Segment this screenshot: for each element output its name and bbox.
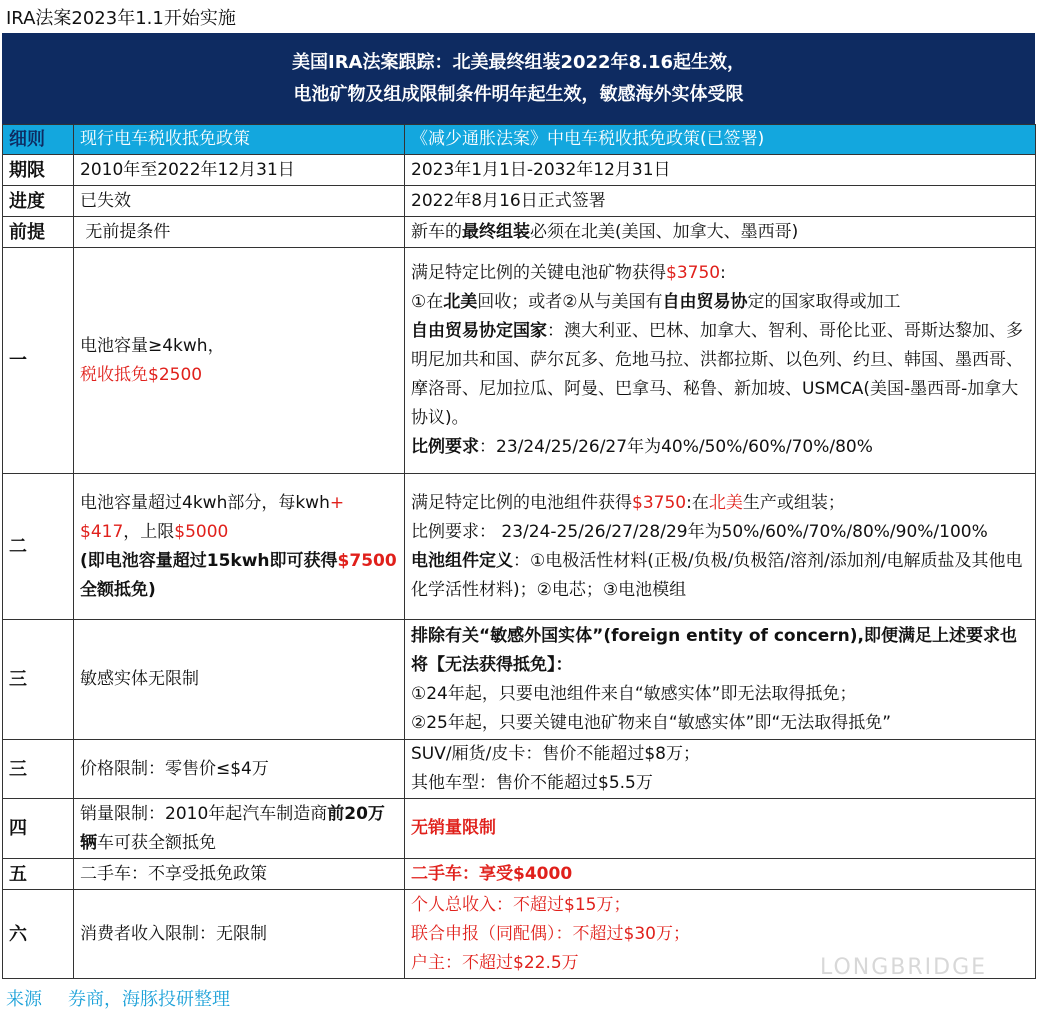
text-span: :在: [686, 492, 709, 513]
banner-line-2: 电池矿物及组成限制条件明年起生效，敏感海外实体受限: [293, 83, 744, 105]
cell-new: [405, 217, 1036, 248]
page-title: IRA法案2023年1.1开始实施: [6, 8, 236, 29]
text-span: (即电池容量超过15kwh即可获得: [80, 550, 338, 571]
text-span-red: + $417: [80, 492, 345, 542]
table-row: [3, 799, 1036, 859]
text-span: 必须在北美(美国、加拿大、墨西哥): [530, 221, 799, 242]
text-line-bold: 排除有关“敏感外国实体”(foreign entity of concern),即便满足上述要求也将【无法获得抵免】：: [411, 625, 1018, 675]
text-span-red: $3750: [632, 492, 687, 513]
header-col-new: 《减少通胀法案》中电车税收抵免政策(已签署): [405, 125, 1036, 155]
cell-current: 二手车：不享受抵免政策: [74, 859, 405, 890]
text-span: 生产或组装；: [742, 492, 845, 513]
table-row: [3, 740, 1036, 799]
text-line: [80, 489, 398, 547]
text-line: SUV/厢货/皮卡：售价不能超过$8万；: [411, 744, 700, 764]
cell-current: 消费者收入限制：无限制: [74, 890, 405, 979]
cell-new: 无销量限制: [405, 799, 1036, 859]
text-span: ：澳大利亚、巴林、加拿大、智利、哥伦比亚、哥斯达黎加、多明尼加共和国、萨尔瓦多、危地马拉、洪都拉斯、以色列、约旦、韩国、墨西哥、摩洛哥、尼加拉瓜、阿曼、巴拿马、秘鲁、新加坡、USMCA(美国-墨西哥-加拿大协议)。: [411, 321, 1023, 428]
text-span: ①在: [411, 292, 444, 312]
table-header: [3, 125, 1036, 155]
cell-current: 价格限制：零售价≤$4万: [74, 740, 405, 799]
text-line: 电池容量≥4kwh，: [80, 335, 225, 356]
text-span: ，上限: [123, 521, 175, 542]
text-line: ①24年起，只要电池组件来自“敏感实体”即无法取得抵免；: [411, 683, 857, 704]
text-span: 全额抵免): [80, 579, 156, 600]
title-banner: [2, 33, 1035, 124]
cell-new: 二手车：享受$4000: [405, 859, 1036, 890]
text-line: [411, 433, 1029, 462]
text-line: 户主：不超过$22.5万: [411, 952, 579, 973]
text-span: 销量限制：2010年起汽车制造商: [80, 803, 328, 824]
table-row: [3, 474, 1036, 620]
row-label: 前提: [3, 217, 74, 248]
text-span-bold: 自由贸易协: [662, 292, 748, 312]
text-line: 联合申报（同配偶）：不超过$30万；: [411, 923, 690, 944]
policy-table: [2, 124, 1036, 979]
table-row: [3, 186, 1036, 217]
text-line-red: 税收抵免$2500: [80, 364, 203, 385]
cell-current: 已失效: [74, 186, 405, 217]
text-span: 新车的: [411, 221, 462, 242]
text-line: [411, 288, 1029, 317]
text-span: ：23/24/25/26/27年为40%/50%/60%/70%/80%: [479, 437, 873, 457]
cell-new: 2022年8月16日正式签署: [405, 186, 1036, 217]
cell-new: [405, 474, 1036, 620]
text-line: 比例要求： 23/24-25/26/27/28/29年为50%/60%/70%/80%/90%/100%: [411, 521, 988, 542]
cell-current: [74, 217, 405, 248]
cell-new: [405, 620, 1036, 740]
cell-current: [74, 248, 405, 474]
row-label: 三: [3, 740, 74, 799]
text-span-bold: 电池组件定义: [411, 550, 513, 571]
banner-line-1: 美国IRA法案跟踪：北美最终组装2022年8.16起生效，: [292, 51, 745, 73]
text-span-bold: 自由贸易协定国家: [411, 321, 547, 341]
cell-current: 敏感实体无限制: [74, 620, 405, 740]
source-label: 来源: [6, 989, 42, 1010]
text-line: 其他车型：售价不能超过$5.5万: [411, 773, 653, 793]
cell-current: 2010年至2022年12月31日: [74, 155, 405, 186]
row-label: 期限: [3, 155, 74, 186]
table-row: [3, 248, 1036, 474]
row-label: 一: [3, 248, 74, 474]
text-span-bold: 最终组装: [462, 221, 530, 242]
premise-current-text: 无前提条件: [85, 221, 171, 242]
text-span-red: $3750: [666, 263, 721, 283]
table-row: [3, 859, 1036, 890]
row-label: 五: [3, 859, 74, 890]
text-line: 满足特定比例的关键电池矿物获得$3750:: [411, 263, 726, 283]
cell-current: [74, 474, 405, 620]
text-span: 电池容量超过4kwh部分，每kwh: [80, 492, 330, 513]
source-text: 券商，海豚投研整理: [68, 989, 230, 1010]
cell-new: [405, 740, 1036, 799]
text-line: 个人总收入：不超过$15万；: [411, 894, 631, 915]
row-label: 六: [3, 890, 74, 979]
table-row: [3, 620, 1036, 740]
table-row: [3, 217, 1036, 248]
text-line: [80, 547, 398, 605]
source-footer: [6, 985, 256, 1011]
cell-current: [74, 799, 405, 859]
watermark-logo: LONGBRIDGE: [820, 955, 988, 980]
text-span-red: 北美: [708, 492, 743, 513]
text-line: [411, 547, 1029, 605]
cell-new: 2023年1月1日-2032年12月31日: [405, 155, 1036, 186]
text-span: 满足特定比例的关键电池矿物获得: [411, 263, 666, 283]
header-col-current: 现行电车税收抵免政策: [74, 125, 405, 155]
text-span-bold: 北美: [443, 292, 478, 312]
cell-new: [405, 248, 1036, 474]
text-span: 车可获全额抵免: [97, 832, 216, 853]
text-line: ②25年起，只要关键电池矿物来自“敏感实体”即“无法取得抵免”: [411, 712, 892, 733]
row-label: 二: [3, 474, 74, 620]
text-span: 定的国家取得或加工: [747, 292, 901, 312]
row-label: 三: [3, 620, 74, 740]
text-span: 回收；或者②从与美国有: [477, 292, 663, 312]
header-col-detail: 细则: [3, 125, 74, 155]
text-line: [411, 317, 1029, 433]
text-span: 满足特定比例的电池组件获得: [411, 492, 632, 513]
table-row: [3, 155, 1036, 186]
text-span-red: $7500: [337, 550, 397, 571]
text-span: ：①电极活性材料(正极/负极/负极箔/溶剂/添加剂/电解质盐及其他电化学活性材料)；②电芯；③电池模组: [411, 550, 1023, 600]
text-span-bold: 前20万辆: [80, 803, 385, 853]
row-label: 进度: [3, 186, 74, 217]
text-span-red: $5000: [174, 521, 229, 542]
text-line: [411, 489, 1029, 518]
row-label: 四: [3, 799, 74, 859]
text-span-bold: 比例要求: [411, 437, 479, 457]
